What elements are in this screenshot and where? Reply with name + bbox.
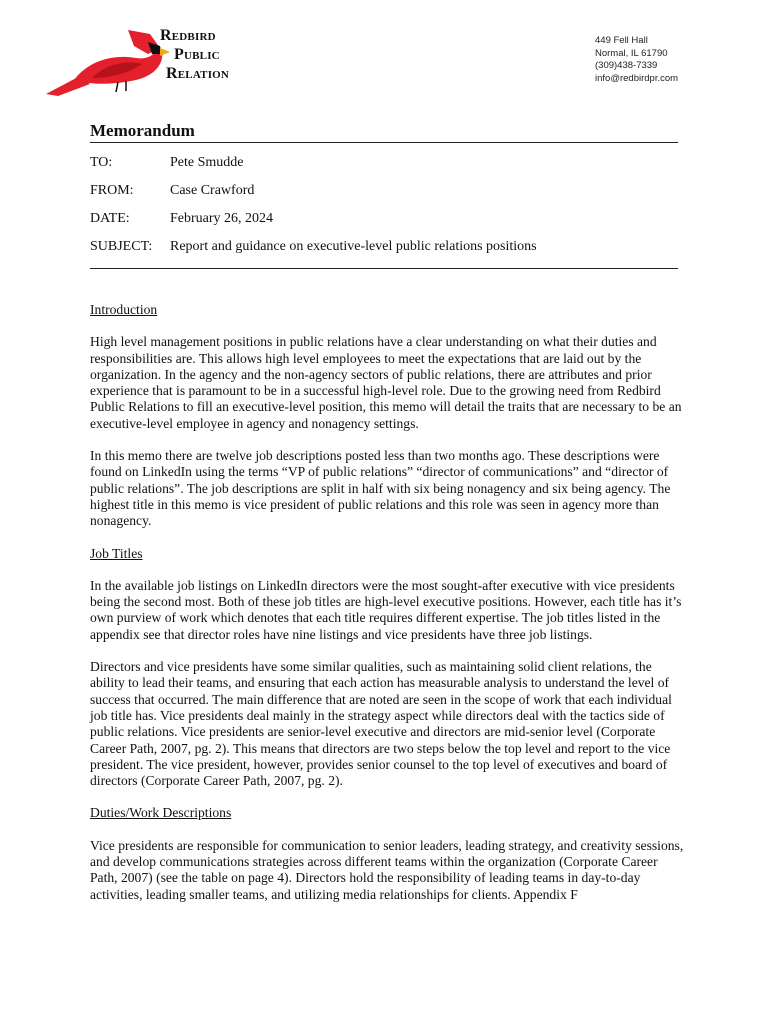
section-heading-job-titles: Job Titles	[90, 545, 143, 561]
paragraph: Directors and vice presidents have some similar qualities, such as maintaining solid client relations, the ability to lead their teams, and ensuring that each action has measurable analysis to understand the level of success that occurred. The main difference that are noted are seen in the scope of work that each individual job title has. Vice presidents deal mainly in the strategy aspect while directors deal with the tactics side of public relations. Vice presidents are senior-level executive and directors are mid-senior level (Corporate Career Path, 2007, pg. 2). This means that directors are two steps below the top level and report to the vice president. The vice president, however, provides senior counsel to the top level of executives and board of directors (Corporate Career Path, 2007, pg. 2).	[90, 659, 672, 789]
logo-line-1: Redbird	[160, 27, 216, 44]
section-heading-introduction: Introduction	[90, 302, 158, 317]
field-label: SUBJECT:	[90, 239, 153, 254]
header-divider-bottom	[90, 268, 678, 269]
section-heading-duties: Duties/Work Descriptions	[90, 805, 232, 821]
memo-title: Memorandum	[90, 121, 195, 140]
header-divider-top	[90, 142, 678, 143]
cardinal-bird-icon	[44, 24, 174, 100]
logo-line-2: Public	[174, 46, 220, 63]
field-value: Report and guidance on executive-level public relations positions	[170, 239, 537, 254]
paragraph: In this memo there are twelve job descriptions posted less than two months ago. These descriptions were found on LinkedIn using the terms “VP of public relations” “director of communications” and “director of public relations”. The job descriptions are split in half with six being nonagency and six being agency. The highest title in this memo is vice president of public relations and this role was seen in agency more than nonagency.	[90, 448, 671, 529]
logo-wordmark	[160, 26, 229, 83]
contact-info	[595, 35, 678, 85]
field-label: FROM:	[90, 183, 134, 198]
company-logo	[44, 20, 244, 100]
logo-line-3: Relation	[166, 65, 230, 82]
field-value: Case Crawford	[170, 183, 255, 198]
contact-email[interactable]: info@redbirdpr.com	[595, 72, 679, 84]
field-value: February 26, 2024	[170, 211, 274, 226]
paragraph: High level management positions in public relations have a clear understanding on what their duties and responsibilities are. This allows high level employees to meet the expectations that are laid out by the organization. In the agency and the non-agency sectors of public relations, there are attributes and prior experience that is paramount to be in a successful high-level role. Due to the growing need from Redbird Public Relations to fill an executive-level position, this memo will detail the traits that are necessary to be an executive-level employee in agency and nonagency settings.	[90, 334, 682, 431]
paragraph: In the available job listings on LinkedIn directors were the most sought-after executive with vice presidents being the second most. Both of these job titles are high-level executive positions. However, each title has it’s own purview of work which denotes that each title requires different expertise. The job titles listed in the appendix see that director roles have nine listings and vice presidents have three job listings.	[90, 577, 682, 642]
contact-address-line-1: 449 Fell Hall	[595, 35, 648, 46]
paragraph: Vice presidents are responsible for communication to senior leaders, leading strategy, and creativity sessions, and develop communications strategies across different teams within the organization (Corporate Career Path, 2007) (see the table on page 4). Directors hold the responsibility of leading teams in day-to-day activities, leading smaller teams, and utilizing media relationships for clients. Appendix F	[90, 837, 684, 902]
contact-address-line-2: Normal, IL 61790	[595, 47, 668, 59]
memo-body	[90, 302, 684, 919]
field-value: Pete Smudde	[170, 155, 244, 170]
field-label: DATE:	[90, 211, 130, 226]
field-label: TO:	[90, 155, 113, 170]
contact-phone: (309)438-7339	[595, 60, 658, 71]
